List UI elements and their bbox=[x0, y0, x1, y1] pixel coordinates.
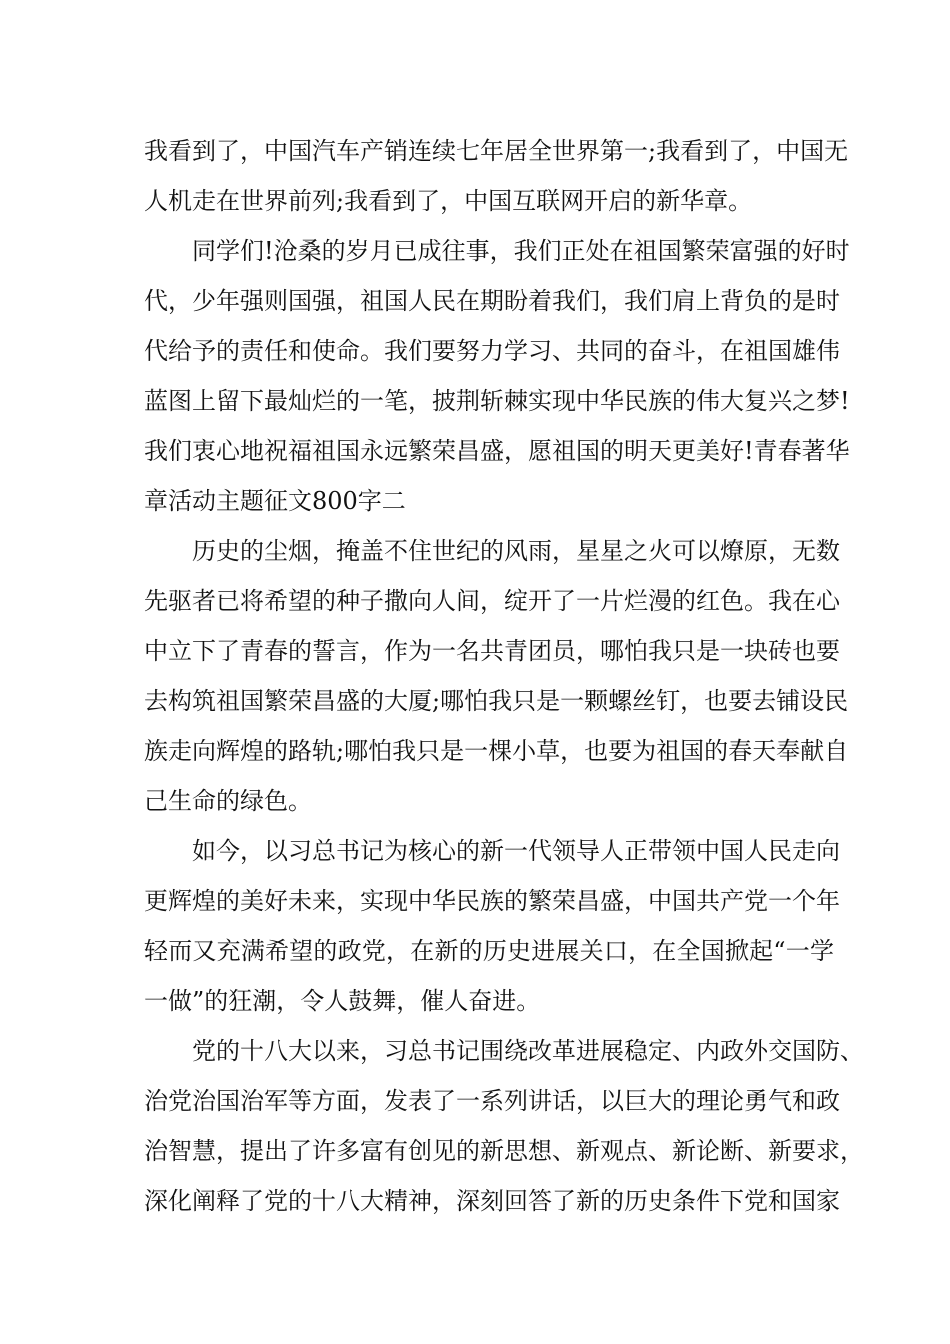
text-line: 深化阐释了党的十八大精神，深刻回答了新的历史条件下党和国家 bbox=[144, 1187, 840, 1215]
text-line: 代，少年强则国强，祖国人民在期盼着我们，我们肩上背负的是时 bbox=[144, 287, 840, 315]
paragraph-first-line: 如今，以习总书记为核心的新一代领导人正带领中国人民走向 bbox=[192, 837, 840, 865]
text-line: 族走向辉煌的路轨;哪怕我只是一棵小草，也要为祖国的春天奉献自 bbox=[144, 737, 849, 765]
text-line: 我们衷心地祝福祖国永远繁荣昌盛，愿祖国的明天更美好!青春著华 bbox=[144, 437, 850, 465]
text-line: 蓝图上留下最灿烂的一笔，披荆斩棘实现中华民族的伟大复兴之梦! bbox=[144, 387, 850, 415]
text-line: 更辉煌的美好未来，实现中华民族的繁荣昌盛，中国共产党一个年 bbox=[144, 887, 840, 915]
text-line: 先驱者已将希望的种子撒向人间，绽开了一片烂漫的红色。我在心 bbox=[144, 587, 840, 615]
text-line: 章活动主题征文800字二 bbox=[144, 487, 406, 515]
document-body bbox=[144, 126, 864, 1226]
text-line: 人机走在世界前列;我看到了，中国互联网开启的新华章。 bbox=[144, 187, 753, 215]
paragraph-first-line: 党的十八大以来，习总书记围绕改革进展稳定、内政外交国防、 bbox=[192, 1037, 864, 1065]
text-line: 去构筑祖国繁荣昌盛的大厦;哪怕我只是一颗螺丝钉，也要去铺设民 bbox=[144, 687, 849, 715]
text-line: 治党治国治军等方面，发表了一系列讲话，以巨大的理论勇气和政 bbox=[144, 1087, 840, 1115]
text-line: 我看到了，中国汽车产销连续七年居全世界第一;我看到了，中国无 bbox=[144, 137, 849, 165]
paragraph-first-line: 历史的尘烟，掩盖不住世纪的风雨，星星之火可以燎原，无数 bbox=[192, 537, 840, 565]
text-line: 轻而又充满希望的政党，在新的历史进展关口，在全国掀起“一学 bbox=[144, 937, 834, 965]
text-line: 中立下了青春的誓言，作为一名共青团员，哪怕我只是一块砖也要 bbox=[144, 637, 840, 665]
text-line: 治智慧，提出了许多富有创见的新思想、新观点、新论断、新要求， bbox=[144, 1137, 864, 1165]
text-line: 代给予的责任和使命。我们要努力学习、共同的奋斗，在祖国雄伟 bbox=[144, 337, 840, 365]
text-line: 己生命的绿色。 bbox=[144, 787, 312, 815]
paragraph-first-line: 同学们!沧桑的岁月已成往事，我们正处在祖国繁荣富强的好时 bbox=[192, 237, 850, 265]
text-line: 一做”的狂潮，令人鼓舞，催人奋进。 bbox=[144, 987, 541, 1015]
